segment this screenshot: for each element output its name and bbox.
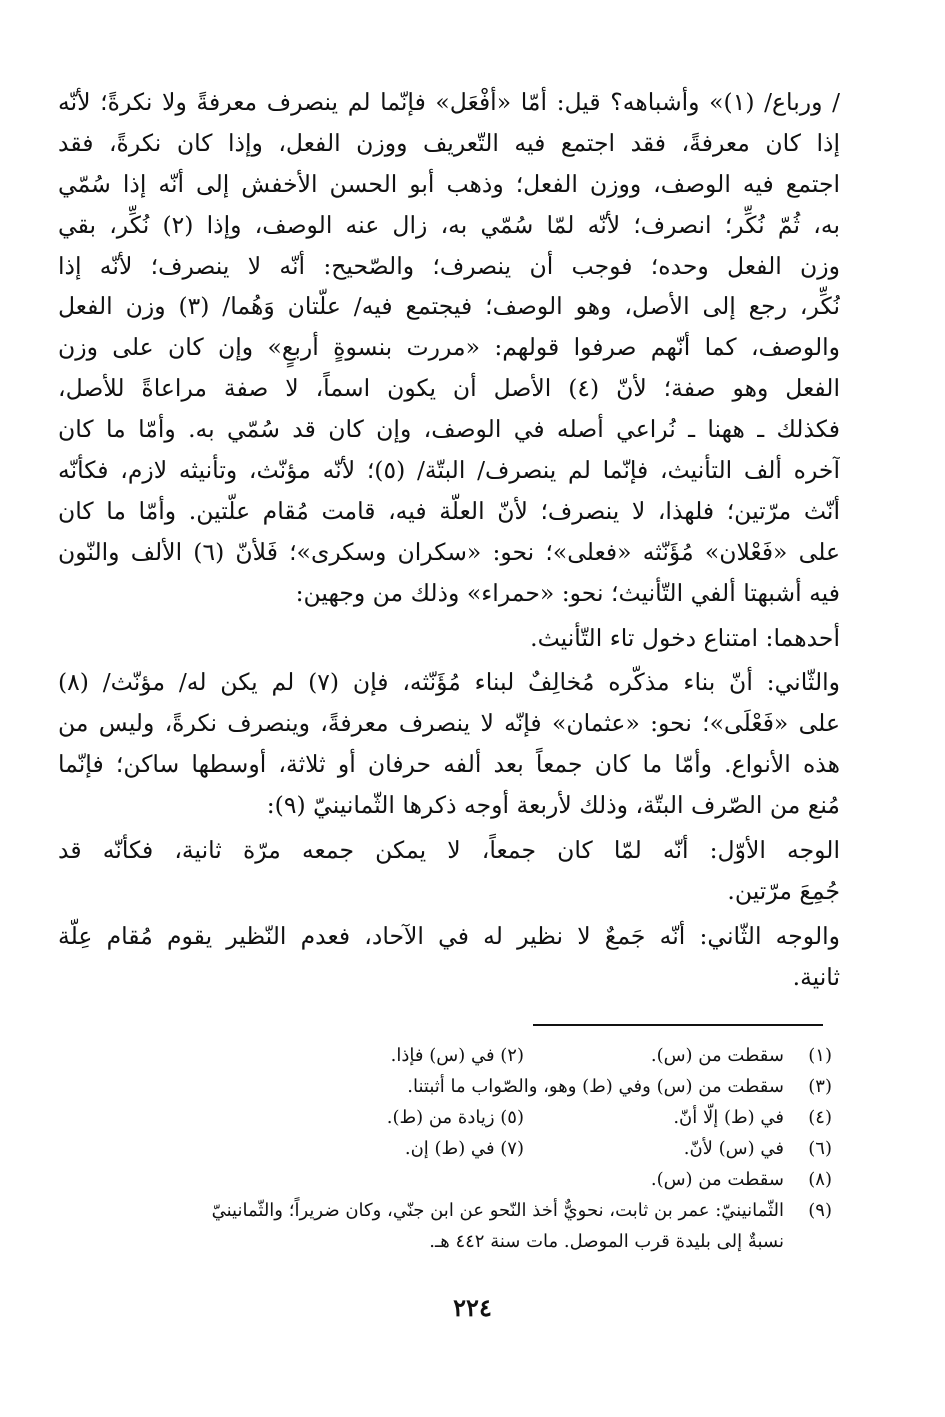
footnote-text: سقطت من (س). [650, 1169, 784, 1190]
text-line: أنّث مرّتين؛ فلهذا، لا ينصرف؛ لأنّ العلّة فيه، قامت مُقام علّتين. وأمّا ما كان [58, 496, 840, 525]
footnote-row [80, 1102, 832, 1133]
footnote-number: (١) [808, 1045, 832, 1066]
footnote-continuation: نسبةٌ إلى بليدة قرب الموصل. مات سنة ٤٤٢ هـ. [429, 1231, 784, 1252]
text-line: الفعل وهو صفة؛ لأنّ (٤) الأصل أن يكون اسماً، لا صفة مراعاةً للأصل، [58, 374, 840, 403]
footnote-number: (٩) [808, 1200, 832, 1221]
text-line: وزن الفعل وحده؛ فوجب أن ينصرف؛ والصّحيح: أنّه لا ينصرف؛ لأنّه إذا [58, 251, 840, 280]
footnote-row [80, 1195, 832, 1226]
text-line: والوصف، كما أنّهم صرفوا قولهم: «مررت بنسوةٍ أربعٍ» وإن كان على وزن [58, 333, 840, 362]
footnote-separator [533, 1024, 823, 1026]
text-line: على «فَعْلان» مُؤَنّثه «فعلى»؛ نحو: «سكران وسكرى»؛ فَلأنّ (٦) الألف والنّون [58, 537, 840, 566]
footnote-text: في (س) لأنّ. [683, 1138, 784, 1159]
text-line: جُمِعَ مرّتين. [727, 876, 840, 905]
text-line: أحدهما: امتناع دخول تاء التّأنيث. [530, 623, 840, 652]
footnote-number: (٨) [808, 1169, 832, 1190]
text-line: على «فَعْلَى»؛ نحو: «عثمان» فإنّه لا ينصرف معرفةً، وينصرف نكرةً، وليس من [58, 709, 840, 738]
footnote-number: (٣) [808, 1076, 832, 1097]
footnote-text: الثّمانينيّ: عمر بن ثابت، نحويٌّ أخذ النّحو عن ابن جنّي، وكان ضريراً؛ والثّمانينيّ [211, 1200, 784, 1221]
text-line: نُكِّر، رجع إلى الأصل، وهو الوصف؛ فيجتمع فيه/ علّتان وَهُما/ (٣) وزن الفعل [58, 292, 840, 321]
footnote-row [80, 1040, 832, 1071]
text-line: فيه أشبهتا ألفي التّأنيث؛ نحو: «حمراء» وذلك من وجهين: [295, 578, 840, 607]
footnote-text: سقطت من (س) وفي (ط) وهو، والصّواب ما أثبتنا. [407, 1076, 784, 1097]
text-line: إذا كان معرفةً، فقد اجتمع فيه التّعريف ووزن الفعل، وإذا كان نكرةً، فقد [58, 128, 840, 157]
text-line: به، ثُمّ نُكِّر؛ انصرف؛ لأنّه لمّا سُمّي به، زال عنه الوصف، وإذا (٢) نُكِّر، بقي [58, 210, 840, 239]
footnote-number: (٦) [808, 1138, 832, 1159]
text-line: اجتمع فيه الوصف، ووزن الفعل؛ وذهب أبو الحسن الأخفش إلى أنّه إذا سُمّي [58, 169, 840, 198]
page-number: ٢٢٤ [453, 1293, 492, 1322]
footnote-text: (٧) في (ط) إن. [404, 1138, 524, 1159]
footnote-row [80, 1164, 832, 1195]
footnote-text: سقطت من (س). [650, 1045, 784, 1066]
text-line: الوجه الأوّل: أنّه لمّا كان جمعاً، لا يمكن جمعه مرّة ثانية، فكأنّه قد [58, 836, 840, 865]
text-line: / ورباع/ (١)» وأشباهه؟ قيل: أمّا «أفْعَل» فإنّما لم ينصرف معرفةً ولا نكرةً؛ لأنّه [58, 88, 840, 116]
text-line: آخره ألف التأنيث، فإنّما لم ينصرف/ البتّة/ (٥)؛ لأنّه مؤنّث، وتأنيثه لازم، فكأنّه [58, 456, 840, 485]
footnote-row [80, 1133, 832, 1164]
footnotes [80, 1040, 832, 1257]
text-line: ثانية. [792, 962, 840, 991]
text-line: والثّاني: أنّ بناء مذكّره مُخالِفٌ لبناء مُؤَنّثه، فإن (٧) لم يكن له/ مؤنّث/ (٨) [58, 668, 840, 697]
text-line: والوجه الثّاني: أنّه جَمعٌ لا نظير له في الآحاد، فعدم النّظير يقوم مُقام عِلّة [58, 921, 840, 950]
text-line: فكذلك ـ ههنا ـ نُراعي أصله في الوصف، وإن كان قد سُمّي به. وأمّا ما كان [58, 415, 840, 444]
main-text [58, 82, 840, 998]
footnote-number: (٤) [808, 1107, 832, 1128]
text-line: هذه الأنواع. وأمّا ما كان جمعاً بعد ألفه حرفان أو ثلاثة، أوسطها ساكن؛ فإنّما [58, 750, 840, 779]
footnote-text: (٢) في (س) فإذا. [390, 1045, 524, 1066]
footnote-row [80, 1071, 832, 1102]
footnote-text: في (ط) إلّا أنّ. [673, 1107, 784, 1128]
footnote-text: (٥) زيادة من (ط). [386, 1107, 524, 1128]
text-line: مُنع من الصّرف البتّة، وذلك لأربعة أوجه ذكرها الثّمانينيّ (٩): [266, 791, 840, 820]
